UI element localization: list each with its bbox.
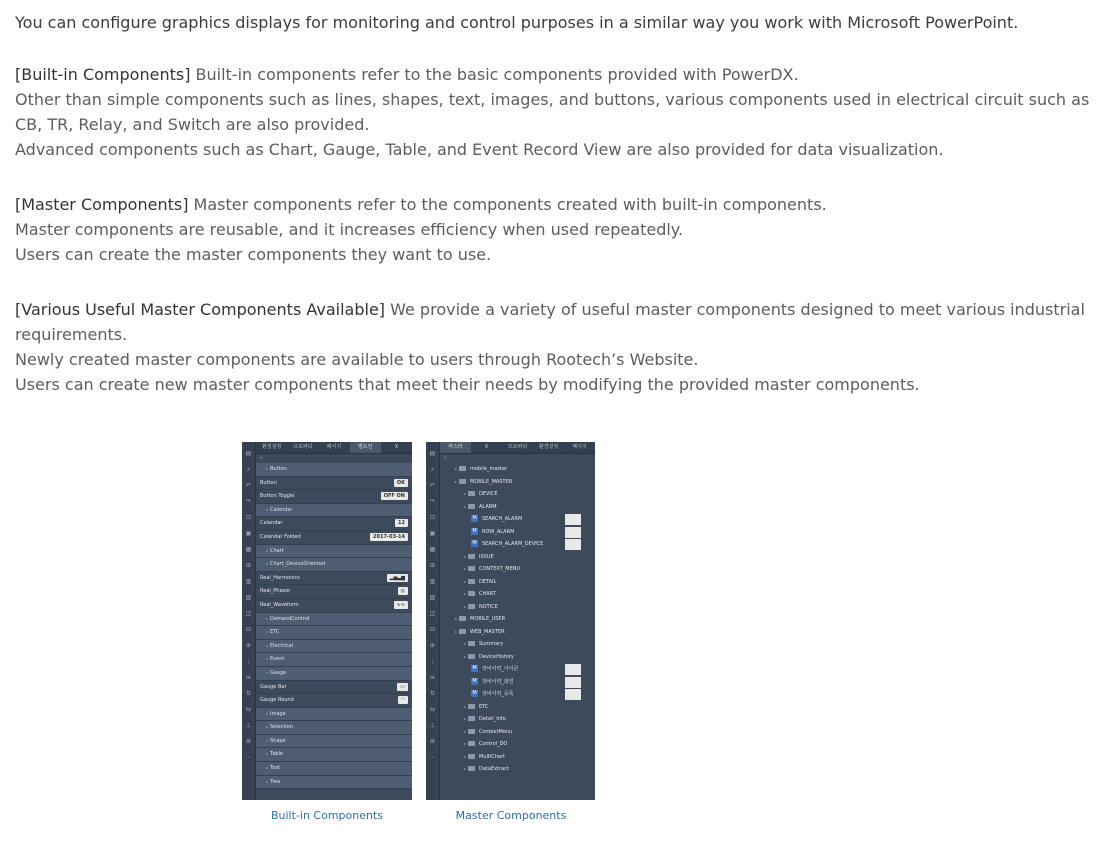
component-preview: ◎ [398,587,408,595]
master-thumbnail [565,527,581,538]
folder-icon [468,741,475,746]
tree-label: Control_DO [479,741,508,747]
section-text: Newly created master components are available to users through Rootech’s Website. [15,350,699,369]
category-row [256,748,412,762]
section-line [15,192,1100,217]
tree-folder [440,638,595,651]
chevron-icon: ▸ [265,561,268,567]
row-label: Button [270,466,287,472]
search-icon: ⌕ [444,455,447,461]
chevron-icon: ▸ [265,724,268,730]
row-label: Gauge Bar [260,683,287,690]
tree-label: ALARM [479,503,497,510]
tree-label: Detail_Info [479,716,506,722]
row-label: Chart_DeviceOriented [270,561,326,568]
folder-icon [468,641,475,646]
tool-icon: ↷ [429,498,436,505]
chevron-icon: ▸ [463,728,466,734]
row-label: Calendar [260,520,283,527]
panel-tab: 프로퍼티 [293,444,313,450]
tree-label: 장비이력_등록 [482,691,514,697]
tree-label: NOTICE [479,603,498,610]
master-thumbnail [565,689,581,700]
tree-folder [440,488,595,501]
tree-label: ROW_ALARM [482,528,515,535]
folder-icon [468,604,475,609]
tool-icon: ⋯ [245,754,252,761]
tool-icon: ⊕ [429,642,436,649]
folder-icon [468,579,475,584]
chevron-icon: ▸ [454,466,457,471]
tree-master [440,688,595,701]
category-row [256,735,412,749]
chevron-icon: ▸ [463,641,466,646]
tool-icon: ⊞ [245,562,252,569]
chevron-icon: ▸ [265,669,268,675]
tree-label: DeviceHistory [479,653,514,660]
tree-folder [440,563,595,576]
tree-folder [440,601,595,614]
chevron-icon: ▸ [265,737,268,743]
built-in-components-screenshot [242,442,412,800]
row-label: Calendar [270,506,293,513]
tool-icon: ≡ [245,674,252,681]
row-label: Image [270,710,286,717]
caption-built-in: Built-in Components [270,809,384,822]
panel-tabs [440,442,595,454]
section-line [15,242,1100,267]
component-preview: ∿∿ [394,601,408,609]
folder-icon [459,616,466,621]
component-row [256,694,412,708]
category-row [256,640,412,654]
folder-icon [468,491,475,496]
tree-label: ETC [479,703,489,710]
tree-label: DataExtract [479,766,509,772]
master-icon: M [472,665,477,671]
chevron-icon: ▸ [463,491,466,496]
category-row [256,504,412,518]
component-list [256,463,412,800]
tool-icon: ≣ [429,738,436,745]
section-paragraph [15,297,1100,397]
chevron-icon: ▸ [265,778,268,784]
tool-icon: ▥ [245,578,252,585]
component-row [256,517,412,531]
folder-icon [468,716,475,721]
toolbar-strip [426,442,440,800]
category-row [256,558,412,572]
tree-label: MOBILE_MASTER [470,478,513,485]
tool-icon: ≡ [429,674,436,681]
tree-folder [440,501,595,514]
chevron-icon: ▸ [265,547,268,553]
tool-icon: ⋯ [429,754,436,761]
row-label: Real_Phasor [260,588,291,595]
tree-folder [440,751,595,764]
section-paragraph [15,62,1100,162]
tool-icon: ↶ [429,482,436,489]
section-line [15,347,1100,372]
row-label: Calendar Folded [260,533,301,540]
tool-icon: ▧ [245,594,252,601]
tree-label: MultiChart [479,753,505,760]
master-thumbnail [565,677,581,688]
folder-icon [459,466,466,471]
panel-tab: 빌트인 [350,442,381,453]
category-row [256,708,412,722]
category-row [256,776,412,790]
chevron-icon: ▸ [454,628,457,634]
category-row [256,762,412,776]
master-thumbnail [565,514,581,525]
tool-icon: ⇅ [245,690,252,697]
tree-folder [440,651,595,664]
tree-label: CHART [479,591,496,597]
panel-tab: X [484,444,489,450]
tool-icon: ▦ [429,546,436,553]
tool-icon: ↶ [245,482,252,489]
section-text: Users can create the master components they want to use. [15,245,492,264]
row-label: Electrical [270,642,293,649]
tree-label: ISSUE [479,553,494,560]
figures [242,442,602,832]
section-line [15,62,1100,87]
row-label: Button Toggle [260,493,295,500]
tree-label: DETAIL [479,578,497,585]
chevron-icon: ▸ [463,578,466,584]
folder-icon [468,729,475,734]
tool-icon: ⇅ [429,690,436,697]
category-row [256,653,412,667]
tree-master [440,526,595,539]
tool-icon: ▣ [245,530,252,537]
tool-icon: ≣ [245,738,252,745]
tree-folder [440,701,595,714]
master-icon: M [472,690,477,696]
section-text: Other than simple components such as lines, shapes, text, images, and buttons, various components used in electrical circuit such as CB, TR, Relay, and Switch are also provided. [15,90,1090,134]
tree-label: SEARCH_ALARM_DEVICE [482,541,544,547]
row-label: Gauge Round [260,697,294,704]
tree-folder [440,763,595,776]
tree-label: WEB_MASTER [470,628,505,635]
row-label: Text [270,765,281,772]
tool-icon: ▦ [245,546,252,553]
tree-folder [440,738,595,751]
tree-label: ContextMenu [479,728,513,735]
section-text: Master components are reusable, and it increases efficiency when used repeatedly. [15,220,684,239]
master-thumbnail [565,539,581,550]
tool-icon: ⊟ [429,626,436,633]
master-thumbnail [565,664,581,675]
category-row [256,721,412,735]
chevron-icon: ▸ [463,703,466,709]
master-icon: M [472,677,477,684]
section-heading: [Master Components] [15,195,189,214]
row-label: Real_Waveform [260,601,299,608]
chevron-icon: ▸ [265,466,268,471]
tree-folder [440,613,595,626]
master-components-screenshot [426,442,595,800]
intro-paragraph: You can configure graphics displays for monitoring and control purposes in a similar way you work with Microsoft PowerPoint. [15,13,1019,32]
tree-label: CONTEXT_MENU [479,566,521,572]
section-text: Built-in components refer to the basic components provided with PowerDX. [190,65,799,84]
panel-tab: 환경설정 [538,444,559,450]
tool-icon: ⌕ [246,466,251,473]
tree-master [440,513,595,526]
folder-icon [459,479,466,484]
tree-label: MOBILE_USER [470,616,506,622]
tree-label: SEARCH_ALARM [482,516,523,522]
section-line [15,297,1100,347]
chevron-icon: ▸ [265,615,268,621]
tool-icon: ⋮ [245,658,252,665]
chevron-icon: ▸ [463,766,466,771]
row-label: DemandControl [270,615,310,622]
component-preview: 2017-03-14 [370,533,408,541]
chevron-icon: ▸ [265,506,268,512]
tool-icon: ▧ [429,594,436,601]
panel-tab: 페이지 [572,444,587,450]
panel-tab: 환경설정 [261,444,282,450]
tree-label: 장비이력_화면 [482,678,514,685]
chevron-icon: ▸ [265,642,268,648]
tree-folder [440,576,595,589]
tree-folder [440,713,595,726]
component-row [256,681,412,695]
chevron-icon: ▸ [463,716,466,721]
tree-label: mobile_master [470,466,508,472]
tool-icon: ⊡ [245,514,252,521]
folder-icon [468,766,475,771]
master-icon: M [472,527,477,534]
chevron-icon: ▸ [265,629,268,635]
panel-tabs [256,442,412,454]
tool-icon: ⇆ [429,706,436,713]
chevron-icon: ▸ [463,753,466,759]
folder-icon [468,591,475,596]
section-line [15,87,1100,137]
tool-icon: ▤ [429,450,436,457]
category-row [256,667,412,681]
tool-icon: ▣ [429,530,436,537]
chevron-icon: ▸ [265,765,268,771]
component-preview: OK [394,479,408,487]
tool-icon: ↷ [245,498,252,505]
master-tree [440,463,595,800]
row-label: Real_Harmonics [260,574,300,581]
row-label: Tree [270,778,281,785]
section-paragraph [15,192,1100,267]
tree-folder [440,476,595,489]
section-text: Advanced components such as Chart, Gauge, Table, and Event Record View are also provided for data visualization. [15,140,944,159]
tool-icon: ⌕ [430,466,435,473]
component-row [256,531,412,545]
chevron-icon: ▸ [265,751,268,757]
section-heading: [Built-in Components] [15,65,191,84]
tree-master [440,676,595,689]
section-line [15,217,1100,242]
component-preview: OFF ON [381,492,408,500]
section-line [15,137,1100,162]
folder-icon [468,654,475,659]
row-label: Event [270,656,285,663]
tool-icon: ◫ [245,610,252,617]
chevron-icon: ▸ [463,741,466,746]
panel-tab: 페이지 [326,444,342,450]
category-row [256,613,412,627]
section-text: Master components refer to the components created with built-in components. [188,195,827,214]
row-label: ETC [270,629,280,636]
category-row [256,626,412,640]
chevron-icon: ▸ [454,616,457,621]
master-icon: M [472,540,477,546]
row-label: Gauge [270,669,287,676]
chevron-icon: ▸ [265,710,268,716]
tool-icon: ⋮ [429,658,436,665]
chevron-icon: ▸ [463,553,466,559]
folder-icon [459,629,466,634]
chevron-icon: ▸ [463,653,466,659]
tree-folder [440,726,595,739]
component-preview: 12 [395,519,408,527]
row-label: Chart [270,547,284,554]
tree-label: Summary [479,641,504,647]
search-icon: ⌕ [260,455,263,461]
section-heading: [Various Useful Master Components Available] [15,300,386,319]
folder-icon [468,704,475,709]
component-row [256,477,412,491]
component-row [256,585,412,599]
tool-icon: ⊞ [429,562,436,569]
article-body [15,10,1100,427]
section-text: We provide a variety of useful master components designed to meet various industrial requirements. [15,300,1085,344]
toolbar-strip [242,442,256,800]
component-preview: ▂▅▃▆ [387,574,408,582]
tool-icon: ⊥ [429,722,436,729]
tool-icon: ⊟ [245,626,252,633]
folder-icon [468,566,475,571]
component-preview: ▭ [397,683,408,691]
tree-label: 장비이력_아이콘 [482,666,519,672]
tool-icon: ⇆ [245,706,252,713]
section-line [15,372,1100,397]
panel-tab: X [394,444,399,450]
component-row [256,599,412,613]
row-label: Button [260,479,277,486]
tool-icon: ⊕ [245,642,252,649]
row-label: Table [270,751,283,758]
tree-master [440,663,595,676]
chevron-icon: ▸ [463,566,466,571]
row-label: Selection [270,724,294,731]
caption-master: Master Components [455,809,567,822]
tool-icon: ⊡ [429,514,436,521]
category-row [256,463,412,477]
tree-folder [440,463,595,476]
chevron-icon: ▸ [463,503,466,509]
tool-icon: ▥ [429,578,436,585]
row-label: Shape [270,737,286,744]
section-text: Users can create new master components that meet their needs by modifying the provided master components. [15,375,920,394]
folder-icon [468,554,475,559]
tree-folder [440,551,595,564]
component-row [256,490,412,504]
tree-label: DEVICE [479,491,498,497]
panel-tab: 마스터 [440,442,471,453]
panel-tab: 프로퍼티 [507,444,528,450]
chevron-icon: ▸ [463,591,466,596]
chevron-icon: ▸ [463,603,466,609]
chevron-icon: ▸ [454,478,457,484]
chevron-icon: ▸ [265,656,268,662]
component-row [256,572,412,586]
tool-icon: ▤ [245,450,252,457]
category-row [256,545,412,559]
tree-folder [440,588,595,601]
master-icon: M [472,515,477,521]
folder-icon [468,754,475,759]
tool-icon: ◫ [429,610,436,617]
folder-icon [468,504,475,509]
component-preview: ◠ [398,696,408,704]
tool-icon: ⊥ [245,722,252,729]
tree-master [440,538,595,551]
tree-folder [440,626,595,639]
